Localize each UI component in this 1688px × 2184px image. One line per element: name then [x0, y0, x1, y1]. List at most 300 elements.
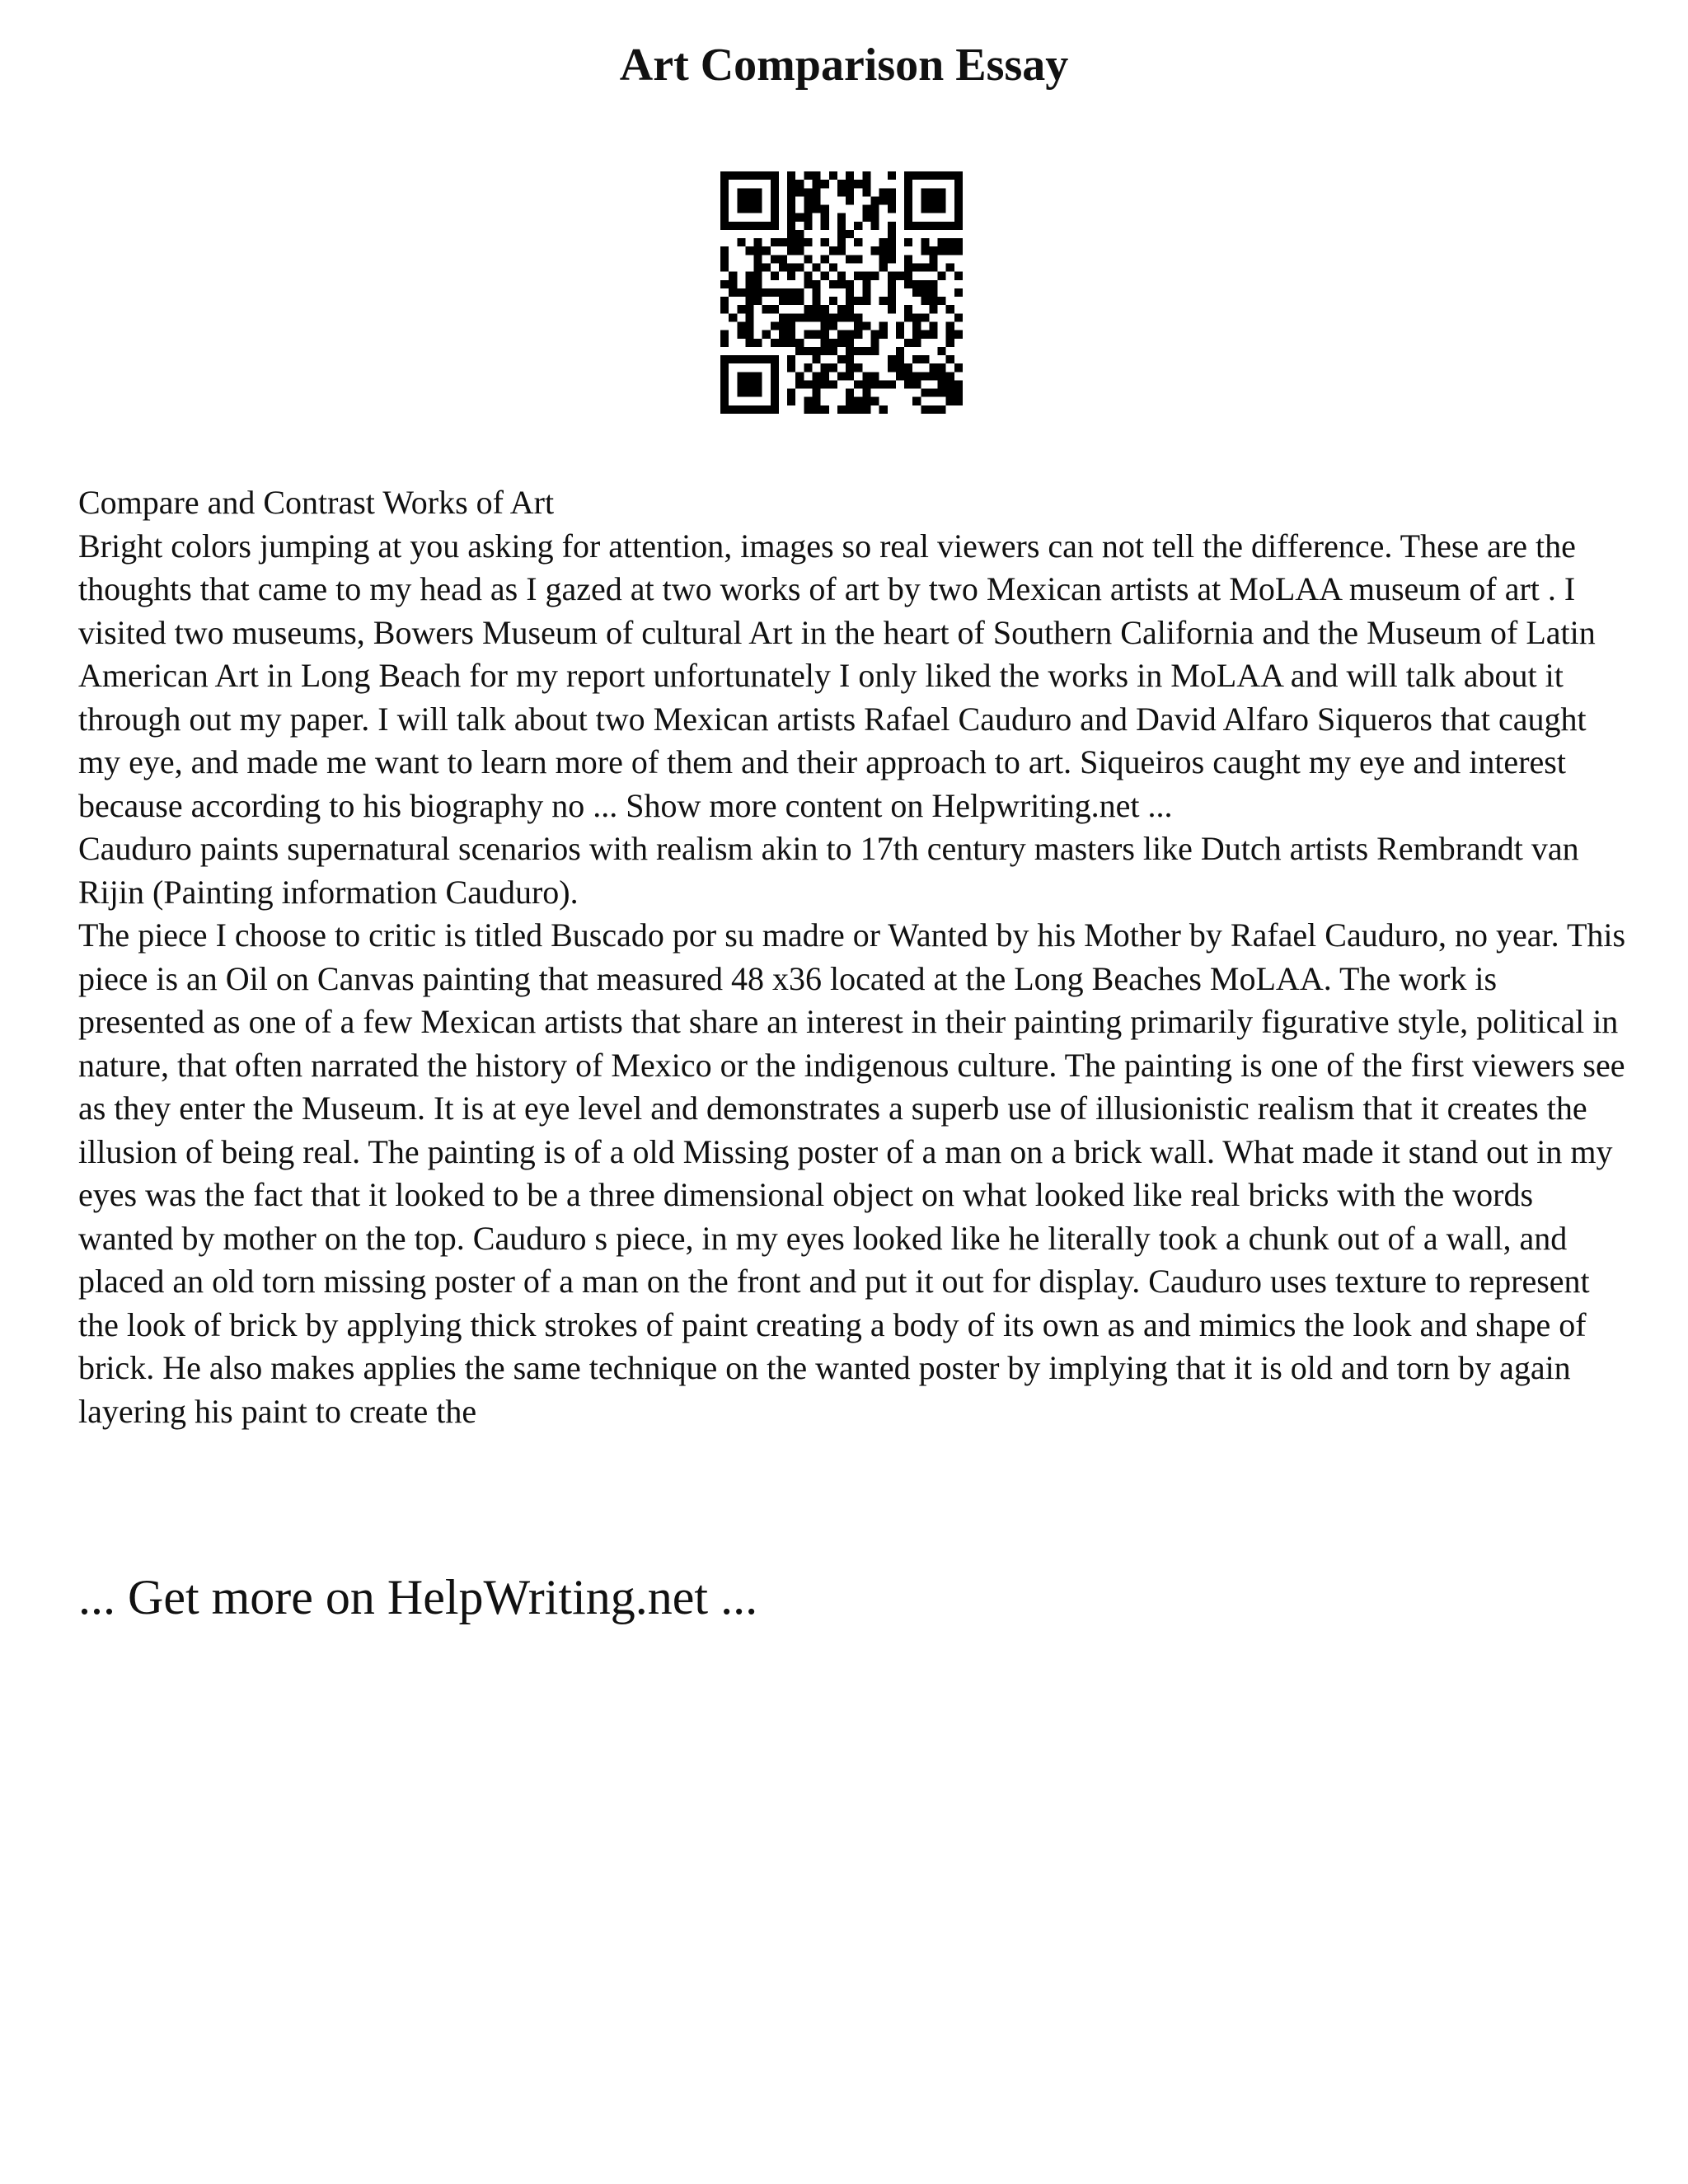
- qr-module: [896, 330, 904, 339]
- qr-module: [870, 397, 879, 405]
- qr-module: [754, 288, 762, 297]
- qr-module: [946, 397, 954, 405]
- qr-module: [921, 188, 929, 196]
- qr-module: [921, 288, 929, 297]
- qr-module: [929, 405, 937, 414]
- qr-module: [837, 188, 846, 196]
- qr-module: [754, 339, 762, 347]
- qr-module: [938, 246, 946, 255]
- qr-module: [946, 380, 954, 388]
- qr-module: [929, 389, 937, 397]
- qr-module: [720, 171, 729, 180]
- qr-module: [787, 238, 795, 246]
- qr-module: [729, 288, 737, 297]
- qr-module: [837, 230, 846, 238]
- qr-module: [829, 264, 837, 272]
- qr-module: [862, 405, 870, 414]
- qr-module: [946, 238, 954, 246]
- qr-module: [813, 205, 821, 213]
- qr-module: [720, 264, 729, 272]
- qr-module: [929, 246, 937, 255]
- qr-module: [754, 255, 762, 263]
- qr-module: [813, 297, 821, 305]
- qr-module: [912, 372, 921, 380]
- qr-module: [821, 222, 829, 230]
- qr-module: [862, 321, 870, 330]
- qr-module: [921, 238, 929, 246]
- qr-module: [846, 196, 854, 204]
- qr-module: [795, 347, 804, 355]
- qr-module: [921, 280, 929, 288]
- qr-module: [854, 238, 862, 246]
- qr-module: [779, 288, 787, 297]
- qr-module: [829, 339, 837, 347]
- qr-module: [888, 255, 896, 263]
- qr-module: [954, 205, 963, 213]
- qr-module: [929, 288, 937, 297]
- qr-module: [888, 222, 896, 230]
- qr-module: [745, 321, 753, 330]
- qr-module: [837, 180, 846, 188]
- qr-module: [754, 246, 762, 255]
- qr-module: [762, 355, 771, 363]
- qr-module: [854, 380, 862, 388]
- qr-module: [813, 405, 821, 414]
- qr-module: [787, 389, 795, 397]
- qr-module: [829, 246, 837, 255]
- qr-module: [829, 297, 837, 305]
- qr-module: [745, 246, 753, 255]
- qr-module: [938, 380, 946, 388]
- qr-module: [737, 372, 745, 380]
- qr-module: [754, 222, 762, 230]
- qr-module: [904, 255, 912, 263]
- qr-module: [762, 246, 771, 255]
- qr-module: [904, 264, 912, 272]
- qr-module: [804, 222, 812, 230]
- qr-module: [779, 339, 787, 347]
- qr-module: [804, 330, 812, 339]
- qr-module: [938, 272, 946, 280]
- qr-module: [745, 405, 753, 414]
- qr-module: [870, 196, 879, 204]
- qr-module: [771, 339, 779, 347]
- qr-module: [754, 405, 762, 414]
- qr-module: [929, 255, 937, 263]
- qr-module: [837, 246, 846, 255]
- qr-module: [837, 339, 846, 347]
- qr-module: [846, 355, 854, 363]
- qr-module: [795, 313, 804, 321]
- qr-module: [929, 305, 937, 313]
- qr-module: [729, 355, 737, 363]
- qr-module: [720, 222, 729, 230]
- qr-module: [912, 313, 921, 321]
- qr-module: [745, 171, 753, 180]
- qr-module: [946, 330, 954, 339]
- qr-module: [921, 264, 929, 272]
- qr-module: [745, 280, 753, 288]
- qr-module: [804, 213, 812, 222]
- qr-module: [821, 405, 829, 414]
- qr-module: [737, 330, 745, 339]
- qr-module: [720, 372, 729, 380]
- qr-module: [787, 205, 795, 213]
- qr-module: [946, 321, 954, 330]
- qr-module: [821, 330, 829, 339]
- qr-module: [813, 313, 821, 321]
- qr-module: [879, 297, 888, 305]
- qr-module: [896, 321, 904, 330]
- qr-module: [745, 313, 753, 321]
- qr-module: [771, 380, 779, 388]
- qr-module: [954, 363, 963, 372]
- qr-module: [813, 355, 821, 363]
- qr-module: [846, 347, 854, 355]
- qr-module: [846, 405, 854, 414]
- qr-module: [813, 180, 821, 188]
- qr-module: [921, 355, 929, 363]
- qr-module: [771, 389, 779, 397]
- qr-module: [879, 196, 888, 204]
- qr-module: [771, 355, 779, 363]
- qr-module: [888, 238, 896, 246]
- qr-module: [787, 213, 795, 222]
- qr-module: [771, 213, 779, 222]
- qr-module: [954, 238, 963, 246]
- qr-module: [737, 380, 745, 388]
- qr-module: [862, 205, 870, 213]
- qr-module: [862, 213, 870, 222]
- qr-module: [879, 264, 888, 272]
- qr-module: [821, 339, 829, 347]
- qr-module: [737, 305, 745, 313]
- qr-module: [795, 288, 804, 297]
- qr-module: [771, 397, 779, 405]
- qr-module: [888, 171, 896, 180]
- qr-module: [904, 222, 912, 230]
- qr-module: [846, 363, 854, 372]
- qr-module: [846, 297, 854, 305]
- qr-module: [771, 188, 779, 196]
- qr-module: [929, 171, 937, 180]
- qr-module: [938, 389, 946, 397]
- qr-module: [938, 171, 946, 180]
- qr-module: [729, 222, 737, 230]
- qr-module: [720, 255, 729, 263]
- qr-module: [795, 238, 804, 246]
- qr-module: [904, 363, 912, 372]
- qr-module: [837, 330, 846, 339]
- qr-module: [779, 255, 787, 263]
- qr-module: [829, 280, 837, 288]
- qr-module: [795, 380, 804, 388]
- qr-module: [862, 188, 870, 196]
- qr-module: [787, 171, 795, 180]
- qr-module: [771, 171, 779, 180]
- qr-module: [795, 180, 804, 188]
- qr-module: [921, 313, 929, 321]
- qr-module: [896, 355, 904, 363]
- qr-module: [921, 246, 929, 255]
- qr-module: [921, 196, 929, 204]
- qr-module: [854, 297, 862, 305]
- qr-module: [904, 272, 912, 280]
- qr-module: [929, 372, 937, 380]
- qr-module: [854, 405, 862, 414]
- qr-module: [888, 280, 896, 288]
- qr-module: [720, 380, 729, 388]
- qr-module: [854, 255, 862, 263]
- qr-module: [946, 246, 954, 255]
- qr-module: [754, 264, 762, 272]
- qr-module: [779, 238, 787, 246]
- qr-module: [929, 188, 937, 196]
- qr-module: [904, 196, 912, 204]
- qr-module: [938, 222, 946, 230]
- qr-module: [762, 330, 771, 339]
- qr-module: [729, 313, 737, 321]
- qr-module: [888, 272, 896, 280]
- qr-module: [787, 397, 795, 405]
- qr-module: [737, 222, 745, 230]
- qr-module: [912, 222, 921, 230]
- qr-module: [904, 280, 912, 288]
- qr-module: [771, 405, 779, 414]
- qr-module: [921, 405, 929, 414]
- qr-module: [946, 372, 954, 380]
- qr-module: [921, 205, 929, 213]
- qr-module: [745, 205, 753, 213]
- qr-module: [754, 355, 762, 363]
- qr-module: [754, 272, 762, 280]
- qr-module: [754, 389, 762, 397]
- qr-module: [938, 347, 946, 355]
- qr-module: [921, 389, 929, 397]
- qr-module: [771, 255, 779, 263]
- qr-module: [745, 297, 753, 305]
- qr-module: [821, 372, 829, 380]
- qr-module: [745, 305, 753, 313]
- qr-module: [754, 280, 762, 288]
- qr-module: [912, 397, 921, 405]
- essay-body: [78, 481, 1628, 1433]
- qr-module: [745, 330, 753, 339]
- qr-module: [837, 372, 846, 380]
- qr-module: [804, 272, 812, 280]
- qr-module: [720, 339, 729, 347]
- qr-module: [870, 372, 879, 380]
- qr-module: [762, 305, 771, 313]
- qr-module: [787, 180, 795, 188]
- essay-paragraph: The piece I choose to critic is titled Buscado por su madre or Wanted by his Mother by Rafael Cauduro, no year. This piece is an Oil on Canvas painting that measured 48 x36 located at the Long Beaches MoLAA. The work is presented as one of a few Mexican artists that share an interest in their painting primarily figurative style, political in nature, that often narrated the history of Mexico or the indigenous culture. The painting is one of the first viewers see as they enter the Museum. It is at eye level and demonstrates a superb use of illusionistic realism that it creates the illusion of being real. The painting is of a old Missing poster of a man on a brick wall. What made it stand out in my eyes was the fact that it looked to be a three dimensional object on what looked like real bricks with the words wanted by mother on the top. Cauduro s piece, in my eyes looked like he literally took a chunk out of a wall, and placed an old torn missing poster of a man on the front and put it out for display. Cauduro uses texture to represent the look of brick by applying thick strokes of paint creating a body of its own as and mimics the look and shape of brick. He also makes applies the same technique on the wanted poster by implying that it is old and torn by again layering his paint to create the: [78, 916, 1626, 1430]
- qr-module: [912, 380, 921, 388]
- qr-module: [771, 205, 779, 213]
- qr-module: [795, 264, 804, 272]
- qr-module: [921, 372, 929, 380]
- qr-module: [821, 305, 829, 313]
- qr-module: [821, 255, 829, 263]
- qr-module: [771, 372, 779, 380]
- qr-module: [904, 205, 912, 213]
- essay-paragraph: Cauduro paints supernatural scenarios with realism akin to 17th century masters like Dutch artists Rembrandt van Rijin (Painting information Cauduro).: [78, 830, 1579, 911]
- qr-module: [846, 372, 854, 380]
- qr-module: [813, 196, 821, 204]
- qr-module: [821, 272, 829, 280]
- qr-module: [954, 188, 963, 196]
- qr-module: [771, 180, 779, 188]
- qr-module: [929, 222, 937, 230]
- qr-module: [795, 246, 804, 255]
- qr-module: [804, 397, 812, 405]
- qr-module: [813, 347, 821, 355]
- qr-module: [938, 405, 946, 414]
- qr-module: [771, 288, 779, 297]
- qr-module: [912, 171, 921, 180]
- qr-module: [862, 380, 870, 388]
- qr-module: [854, 330, 862, 339]
- qr-module: [787, 222, 795, 230]
- qr-module: [720, 205, 729, 213]
- qr-module: [837, 305, 846, 313]
- qr-module: [946, 222, 954, 230]
- qr-module: [737, 288, 745, 297]
- qr-module: [821, 205, 829, 213]
- qr-module: [737, 389, 745, 397]
- qr-module: [946, 355, 954, 363]
- qr-module: [745, 372, 753, 380]
- qr-module: [846, 180, 854, 188]
- qr-module: [787, 363, 795, 372]
- qr-module: [771, 222, 779, 230]
- qr-module: [954, 397, 963, 405]
- qr-module: [779, 297, 787, 305]
- qr-module: [754, 196, 762, 204]
- qr-module: [729, 405, 737, 414]
- qr-module: [870, 213, 879, 222]
- qr-module: [813, 372, 821, 380]
- qr-module: [862, 389, 870, 397]
- qr-module: [846, 389, 854, 397]
- qr-module: [888, 246, 896, 255]
- qr-module: [862, 288, 870, 297]
- qr-module: [754, 205, 762, 213]
- qr-module: [912, 321, 921, 330]
- qr-module: [896, 363, 904, 372]
- qr-module: [854, 180, 862, 188]
- qr-module: [829, 321, 837, 330]
- qr-module: [787, 196, 795, 204]
- qr-module: [729, 272, 737, 280]
- qr-module: [771, 363, 779, 372]
- qr-module: [888, 305, 896, 313]
- qr-module: [870, 330, 879, 339]
- qr-module: [804, 280, 812, 288]
- qr-module: [896, 347, 904, 355]
- qr-module: [954, 272, 963, 280]
- qr-module: [879, 188, 888, 196]
- qr-module: [720, 196, 729, 204]
- qr-module: [720, 330, 729, 339]
- qr-module: [904, 188, 912, 196]
- essay-heading: Compare and Contrast Works of Art: [78, 484, 555, 521]
- qr-module: [762, 222, 771, 230]
- qr-module: [912, 264, 921, 272]
- qr-module: [938, 238, 946, 246]
- qr-module: [929, 196, 937, 204]
- qr-module: [745, 288, 753, 297]
- qr-module: [888, 188, 896, 196]
- qr-module: [846, 171, 854, 180]
- qr-module: [737, 205, 745, 213]
- qr-module: [787, 297, 795, 305]
- qr-module: [813, 389, 821, 397]
- qr-module: [837, 405, 846, 414]
- qr-module: [929, 264, 937, 272]
- qr-module: [846, 313, 854, 321]
- qr-module: [795, 188, 804, 196]
- qr-module: [929, 321, 937, 330]
- qr-module: [854, 222, 862, 230]
- qr-module: [795, 339, 804, 347]
- qr-module: [771, 238, 779, 246]
- qr-module: [888, 355, 896, 363]
- qr-module: [737, 188, 745, 196]
- qr-module: [954, 288, 963, 297]
- qr-module: [954, 171, 963, 180]
- qr-module: [787, 339, 795, 347]
- qr-module: [771, 272, 779, 280]
- qr-module: [888, 230, 896, 238]
- qr-module: [720, 213, 729, 222]
- qr-module: [720, 363, 729, 372]
- qr-module: [946, 264, 954, 272]
- qr-module: [821, 347, 829, 355]
- qr-module: [720, 397, 729, 405]
- qr-module: [737, 405, 745, 414]
- qr-module: [846, 397, 854, 405]
- qr-module: [771, 305, 779, 313]
- qr-module: [870, 347, 879, 355]
- qr-module: [954, 330, 963, 339]
- qr-module: [804, 347, 812, 355]
- qr-module: [888, 288, 896, 297]
- qr-module: [912, 339, 921, 347]
- qr-module: [862, 297, 870, 305]
- qr-module: [921, 330, 929, 339]
- qr-module: [879, 246, 888, 255]
- qr-module: [779, 330, 787, 339]
- qr-module: [938, 196, 946, 204]
- qr-module: [870, 339, 879, 347]
- qr-module: [779, 321, 787, 330]
- essay-paragraph: Bright colors jumping at you asking for attention, images so real viewers can not tell the difference. These are the thoughts that came to my head as I gazed at two works of art by two Mexican artists at MoLAA museum of art . I visited two museums, Bowers Museum of cultural Art in the heart of Southern California and the Museum of Latin American Art in Long Beach for my report unfortunately I only liked the works in MoLAA and will talk about it through out my paper. I will talk about two Mexican artists Rafael Cauduro and David Alfaro Siqueros that caught my eye, and made me want to learn more of them and their approach to art. Siqueiros caught my eye and interest because according to his biography no ... Show more content on Helpwriting.net ...: [78, 527, 1596, 824]
- qr-module: [787, 313, 795, 321]
- qr-module: [795, 372, 804, 380]
- qr-module: [813, 264, 821, 272]
- qr-module: [846, 188, 854, 196]
- qr-module: [837, 222, 846, 230]
- qr-module: [837, 272, 846, 280]
- qr-module: [754, 380, 762, 388]
- qr-module: [946, 339, 954, 347]
- qr-module: [938, 188, 946, 196]
- get-more-link[interactable]: ... Get more on HelpWriting.net ...: [78, 1570, 758, 1624]
- qr-module: [904, 313, 912, 321]
- qr-module: [929, 280, 937, 288]
- qr-code-icon: [720, 171, 963, 414]
- qr-module: [737, 321, 745, 330]
